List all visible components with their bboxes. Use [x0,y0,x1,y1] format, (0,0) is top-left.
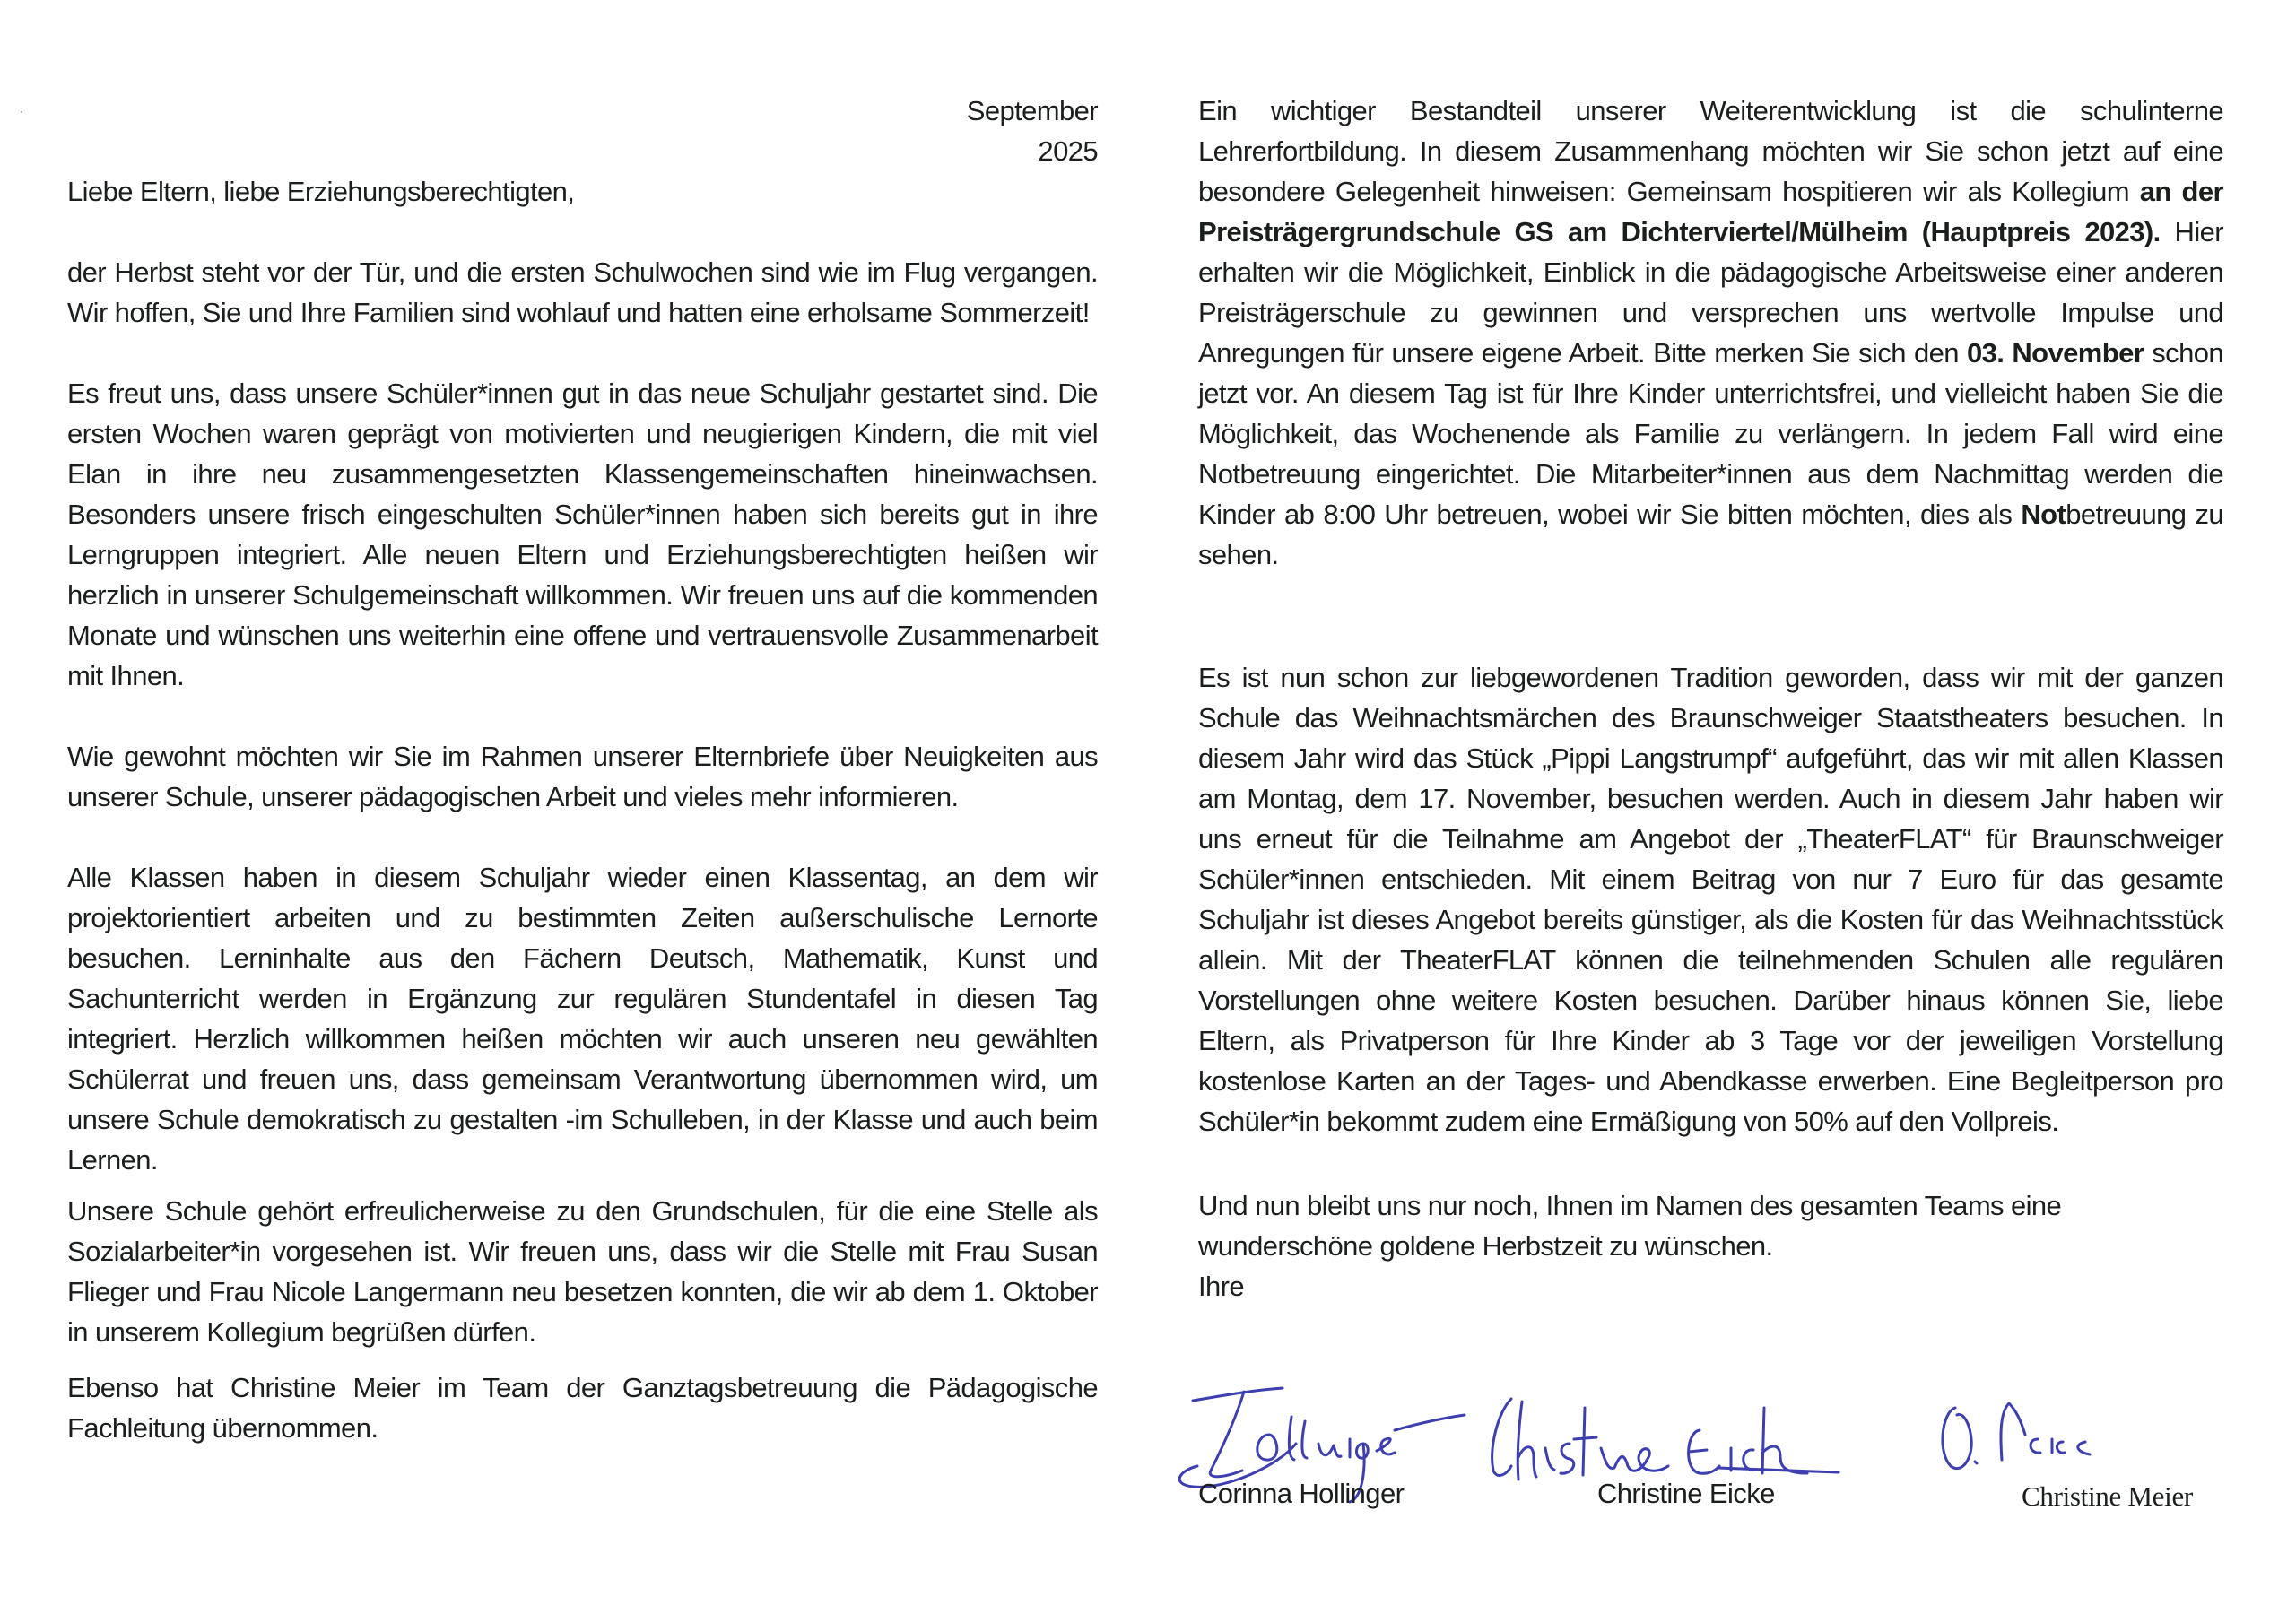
salutation: Liebe Eltern, liebe Erziehungsberechtigten, [67,176,575,207]
paragraph-school-start: Es freut uns, dass unsere Schüler*innen gut in das neue Schuljahr gestartet sind. Die ersten Wochen waren geprägt von motivierten und neugierigen Kindern, die mit viel Elan in ihre neu zusammengesetzten Klassengemeinschaften hineinwachsen. Besonders unsere frisch eingeschulten Schüler*innen haben sich bereits gut in ihre Lerngruppen integriert. Alle neuen Eltern und Erziehungsberechtigten heißen wir herzlich in unserer Schulgemeinschaft willkommen. Wir freuen uns auf die kommenden Monate und wünschen uns weiterhin eine offene und vertrauensvolle Zusammenarbeit mit Ihnen. [67,378,1098,691]
paragraph-teacher-training [1198,91,2223,575]
training-school-highlight: an der Preisträgergrundschule GS am Dichterviertel/Mülheim (Hauptpreis 2023). [1198,176,2223,247]
closing-wishes [1198,1185,2223,1306]
signature-name-hollinger: Corinna Hollinger [1198,1478,1405,1509]
closing-ihre: Ihre [1198,1271,1245,1302]
paragraph-parent-letters: Wie gewohnt möchten wir Sie im Rahmen unserer Elternbriefe über Neuigkeiten aus unserer Schule, unserer pädagogischen Arbeit und vieles mehr informieren. [67,741,1098,812]
signature-name-eicke: Christine Eicke [1597,1478,1775,1509]
letter-date [967,91,1098,171]
training-text-3: schon jetzt vor. An diesem Tag ist für Ihre Kinder unterrichtsfrei, und vielleicht haben Sie die Möglichkeit, das Wochenende als Familie zu verlängern. In jedem Fall wird eine Notbetreuung eingerichtet. Die Mitarbeiter*innen aus dem Nachmittag werden die Kinder ab 8:00 Uhr betreuen, wobei wir Sie bitten möchten, dies als [1198,337,2223,530]
paragraph-greeting: der Herbst steht vor der Tür, und die ersten Schulwochen sind wie im Flug vergangen. Wir hoffen, Sie und Ihre Familien sind wohlauf und hatten eine erholsame Sommerzeit! [67,256,1098,328]
signature-name-meier: Christine Meier [2022,1480,2193,1512]
training-date-highlight: 03. November [1966,337,2144,369]
paragraph-class-day: Alle Klassen haben in diesem Schuljahr wieder einen Klassentag, an dem wir projektorientiert arbeiten und zu bestimmten Zeiten außerschulische Lernorte besuchen. Lerninhalte aus den Fächern Deutsch, Mathematik, Kunst und Sachunterricht werden in Ergänzung zur regulären Stundentafel in diesen Tag integriert. Herzlich willkommen heißen möchten wir auch unseren neu gewählten Schülerrat und freuen uns, dass gemeinsam Verantwortung übernommen wird, um unsere Schule demokratisch zu gestalten -im Schulleben, in der Klasse und auch beim Lernen. [67,862,1098,1176]
training-text-2: Hier erhalten wir die Möglichkeit, Einblick in die pädagogische Arbeitsweise einer anderen Preisträgerschule zu gewinnen und versprechen uns wertvolle Impulse und Anregungen für unsere eigene Arbeit. Bitte merken Sie sich den [1198,216,2224,369]
paragraph-theater: Es ist nun schon zur liebgewordenen Tradition geworden, dass wir mit der ganzen Schule das Weihnachtsmärchen des Braunschweiger Staatstheaters besuchen. In diesem Jahr wird das Stück „Pippi Langstrumpf“ aufgeführt, das wir mit allen Klassen am Montag, dem 17. November, besuchen werden. Auch in diesem Jahr haben wir uns erneut für die Teilnahme am Angebot der „TheaterFLAT“ für Braunschweiger Schüler*innen entschieden. Mit einem Beitrag von nur 7 Euro für das gesamte Schuljahr ist dieses Angebot bereits günstiger, als die Kosten für das Weihnachtsstück allein. Mit der TheaterFLAT können die teilnehmenden Schulen alle regulären Vorstellungen ohne weitere Kosten besuchen. Darüber hinaus können Sie, liebe Eltern, als Privatperson für Ihre Kinder ab 3 Tage vor der jeweiligen Vorstellung kostenlose Karten an der Tages- und Abendkasse erwerben. Eine Begleitperson pro Schüler*in bekommt zudem eine Ermäßigung von 50% auf den Vollpreis. [1198,662,2223,1137]
scan-speck [21,111,22,113]
paragraph-social-worker: Unsere Schule gehört erfreulicherweise zu den Grundschulen, für die eine Stelle als Sozialarbeiter*in vorgesehen ist. Wir freuen uns, dass wir die Stelle mit Frau Susan Flieger und Frau Nicole Langermann neu besetzen konnten, die wir ab dem 1. Oktober in unserem Kollegium begrüßen dürfen. [67,1195,1098,1348]
handwritten-signature-meier-icon [1937,1399,2126,1488]
paragraph-ganztag: Ebenso hat Christine Meier im Team der Ganztagsbetreuung die Pädagogische Fachleitung übernommen. [67,1372,1098,1444]
date-year: 2025 [1038,135,1098,167]
training-text-4: betreuung zu sehen. [1198,499,2223,570]
closing-line-1: Und nun bleibt uns nur noch, Ihnen im Namen des gesamten Teams eine [1198,1190,2062,1221]
not-emphasis: Not [2021,499,2066,530]
date-month: September [966,95,1098,126]
closing-line-2: wunderschöne goldene Herbstzeit zu wünschen. [1198,1230,1773,1262]
training-text-1: Ein wichtiger Bestandteil unserer Weiterentwicklung ist die schulinterne Lehrerfortbildung. In diesem Zusammenhang möchten wir Sie schon jetzt auf eine besondere Gelegenheit hinweisen: Gemeinsam hospitieren wir als Kollegium [1198,95,2223,207]
